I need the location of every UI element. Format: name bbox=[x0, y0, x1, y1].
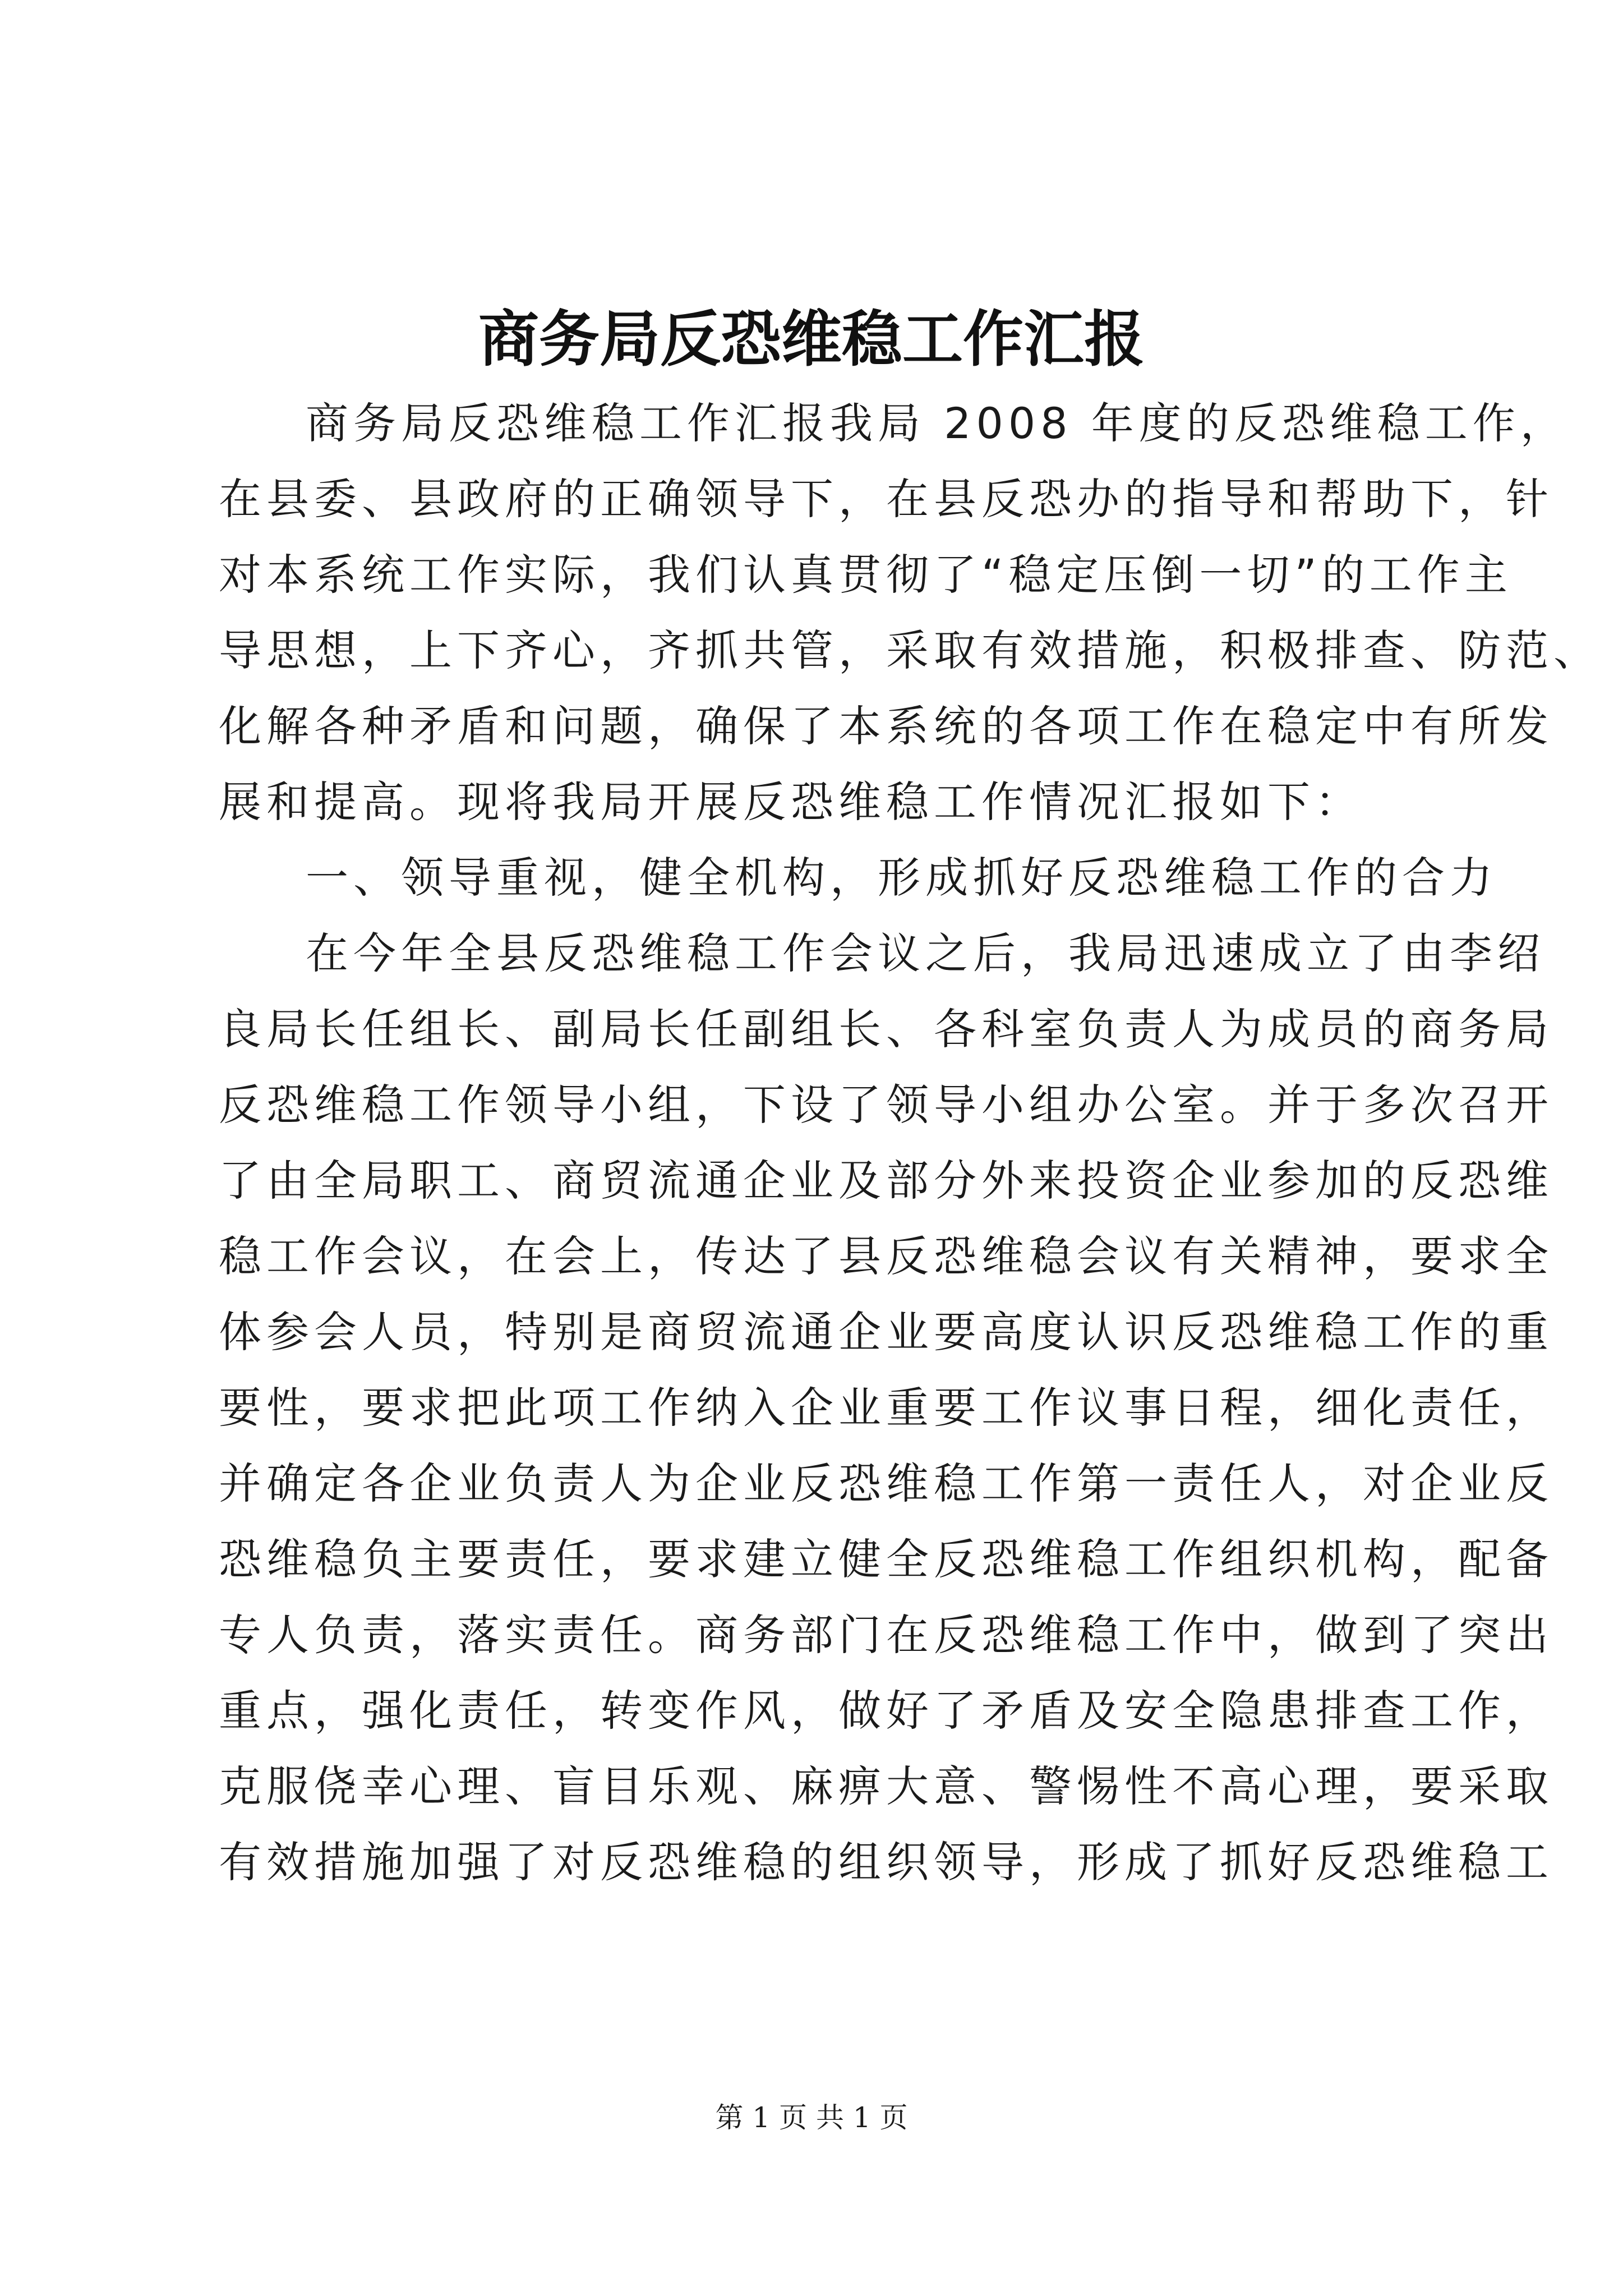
paragraph-line: 商务局反恐维稳工作汇报我局 2008 年度的反恐维稳工作， bbox=[306, 398, 1568, 448]
paragraph-line: 体参会人员，特别是商贸流通企业要高度认识反恐维稳工作的重 bbox=[219, 1307, 1553, 1357]
section-heading: 一、领导重视，健全机构，形成抓好反恐维稳工作的合力 bbox=[306, 853, 1497, 903]
document-title: 商务局反恐维稳工作汇报 bbox=[478, 304, 1145, 375]
paragraph-line: 反恐维稳工作领导小组，下设了领导小组办公室。并于多次召开 bbox=[219, 1080, 1553, 1130]
paragraph-line: 在县委、县政府的正确领导下，在县反恐办的指导和帮助下，针 bbox=[219, 474, 1553, 524]
paragraph-line: 在今年全县反恐维稳工作会议之后，我局迅速成立了由李绍 bbox=[306, 928, 1545, 978]
paragraph-line: 化解各种矛盾和问题，确保了本系统的各项工作在稳定中有所发 bbox=[219, 701, 1553, 751]
paragraph-line: 对本系统工作实际，我们认真贯彻了“稳定压倒一切”的工作主 bbox=[219, 550, 1513, 600]
paragraph-line: 展和提高。现将我局开展反恐维稳工作情况汇报如下： bbox=[219, 777, 1363, 827]
paragraph-line: 专人负责，落实责任。商务部门在反恐维稳工作中，做到了突出 bbox=[219, 1610, 1553, 1660]
paragraph-line: 良局长任组长、副局长任副组长、各科室负责人为成员的商务局 bbox=[219, 1004, 1553, 1054]
paragraph-line: 恐维稳负主要责任，要求建立健全反恐维稳工作组织机构，配备 bbox=[219, 1534, 1553, 1584]
page-number-footer: 第 1 页 共 1 页 bbox=[715, 2101, 908, 2134]
paragraph-line: 导思想，上下齐心，齐抓共管，采取有效措施，积极排查、防范、 bbox=[219, 625, 1601, 675]
paragraph-line: 有效措施加强了对反恐维稳的组织领导，形成了抓好反恐维稳工 bbox=[219, 1837, 1553, 1887]
paragraph-line: 要性，要求把此项工作纳入企业重要工作议事日程，细化责任， bbox=[219, 1383, 1553, 1433]
paragraph-line: 并确定各企业负责人为企业反恐维稳工作第一责任人，对企业反 bbox=[219, 1458, 1553, 1508]
paragraph-line: 克服侥幸心理、盲目乐观、麻痹大意、警惕性不高心理，要采取 bbox=[219, 1761, 1553, 1811]
paragraph-line: 了由全局职工、商贸流通企业及部分外来投资企业参加的反恐维 bbox=[219, 1156, 1553, 1205]
paragraph-line: 稳工作会议，在会上，传达了县反恐维稳会议有关精神，要求全 bbox=[219, 1231, 1553, 1281]
paragraph-line: 重点，强化责任，转变作风，做好了矛盾及安全隐患排查工作， bbox=[219, 1686, 1553, 1736]
